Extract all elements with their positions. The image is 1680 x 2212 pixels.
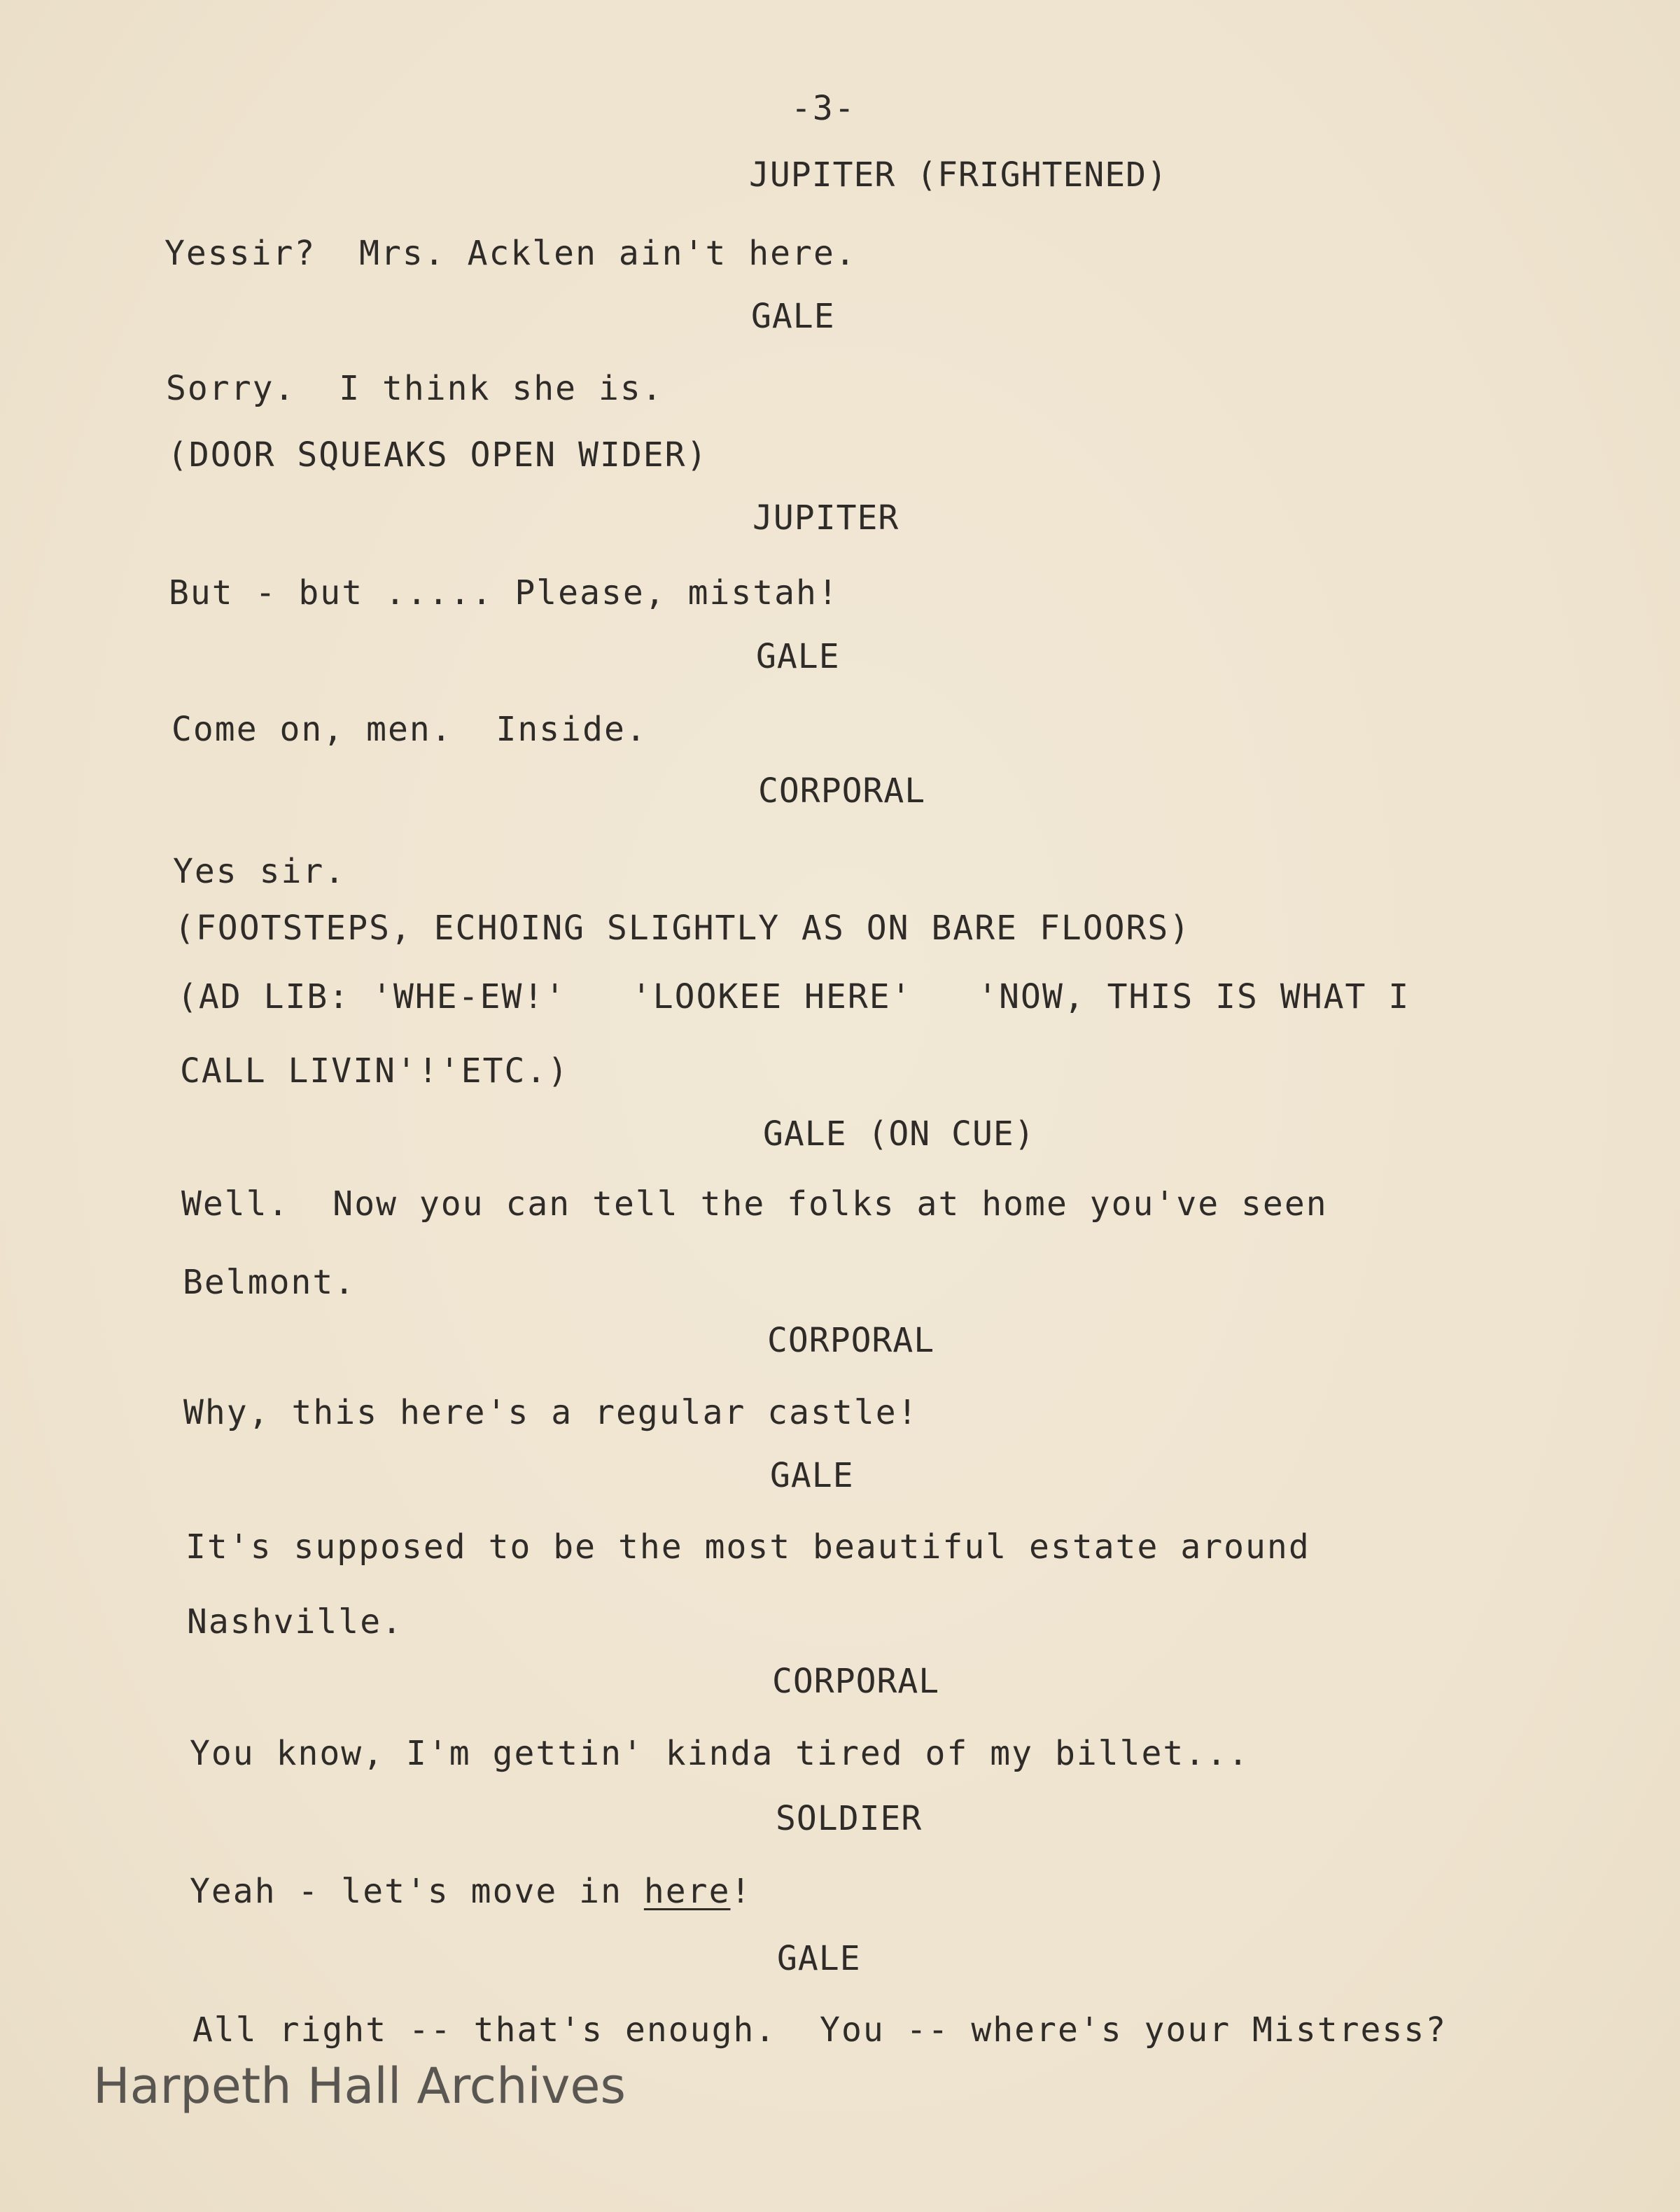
archive-watermark: Harpeth Hall Archives [93,2057,626,2115]
dialogue-line: You know, I'm gettin' kinda tired of my billet... [190,1734,1250,1773]
dialogue-line: Yes sir. [173,852,346,891]
stage-direction: (FOOTSTEPS, ECHOING SLIGHTLY AS ON BARE FLOORS) [174,909,1191,948]
character-cue: GALE (ON CUE) [763,1114,1035,1154]
stage-direction: CALL LIVIN'!'ETC.) [180,1051,570,1091]
dialogue-line: Why, this here's a regular castle! [183,1393,919,1432]
dialogue-line: But - but ..... Please, mistah! [169,573,839,612]
character-cue: JUPITER (FRIGHTENED) [749,155,1168,195]
underlined-word: here [643,1872,731,1911]
character-cue: JUPITER [752,498,899,538]
dialogue-text: Yeah - let's move in [190,1872,644,1911]
dialogue-line: Yessir? Mrs. Acklen ain't here. [164,234,857,273]
page-number: -3- [791,89,856,128]
dialogue-line: Belmont. [183,1263,356,1302]
character-cue: GALE [777,1939,861,1978]
dialogue-line: All right -- that's enough. You -- where's your Mistress? [192,2010,1448,2050]
dialogue-line [190,1870,752,1912]
dialogue-line: Sorry. I think she is. [166,369,664,408]
character-cue: CORPORAL [772,1662,940,1701]
dialogue-text: ! [730,1872,752,1911]
character-cue: SOLDIER [776,1799,923,1838]
character-cue: GALE [751,297,835,336]
dialogue-line: Nashville. [187,1602,403,1642]
dialogue-line: It's supposed to be the most beautiful estate around [186,1527,1310,1567]
character-cue: CORPORAL [767,1321,935,1360]
dialogue-line: Come on, men. Inside. [172,710,648,749]
character-cue: GALE [756,637,840,676]
character-cue: CORPORAL [758,771,926,811]
stage-direction: (AD LIB: 'WHE-EW!' 'LOOKEE HERE' 'NOW, THIS IS WHAT I [177,977,1410,1016]
dialogue-line: Well. Now you can tell the folks at home you've seen [181,1184,1328,1224]
character-cue: GALE [770,1456,854,1495]
stage-direction: (DOOR SQUEAKS OPEN WIDER) [167,435,708,475]
